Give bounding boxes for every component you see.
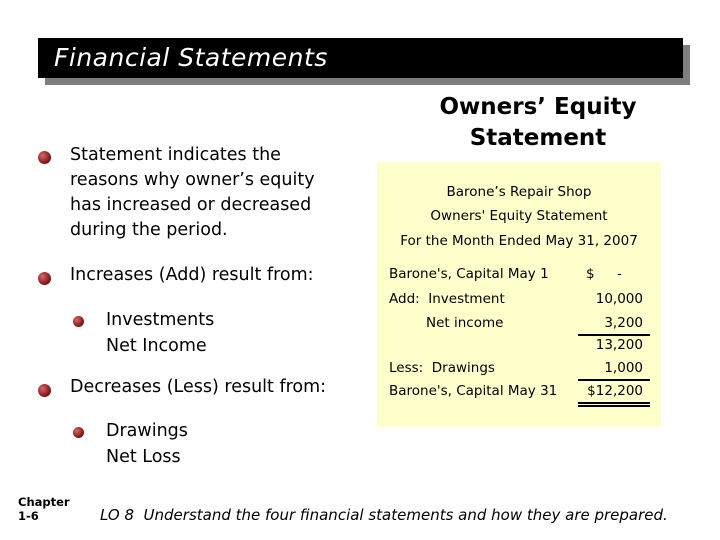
- statement-row-value: $12,200: [587, 383, 643, 399]
- increase-item-net-income: Net Income: [106, 336, 207, 356]
- statement-row-value: 3,200: [604, 315, 643, 331]
- statement-dollar-sign: $: [586, 266, 595, 282]
- subtotal-underline: [578, 334, 650, 336]
- total-underline-2: [578, 405, 650, 407]
- bullet-icon: [38, 384, 51, 397]
- bullet-statement-line-2: reasons why owner’s equity: [70, 170, 315, 190]
- statement-row-label: Barone's, Capital May 1: [389, 266, 549, 282]
- decrease-item-drawings: Drawings: [106, 421, 188, 441]
- statement-row-value: 1,000: [604, 360, 643, 376]
- statement-row-value: 13,200: [595, 337, 643, 353]
- bullet-statement-line-3: has increased or decreased: [70, 195, 312, 215]
- bullet-icon: [38, 272, 51, 285]
- sub-bullet-icon: [73, 316, 84, 327]
- bullet-statement-line-4: during the period.: [70, 220, 228, 240]
- statement-row-label: Net income: [426, 315, 504, 331]
- statement-period: For the Month Ended May 31, 2007: [400, 233, 638, 249]
- total-underline-1: [578, 402, 650, 404]
- statement-row-label: Less: Drawings: [389, 360, 495, 376]
- learning-objective: LO 8 Understand the four financial statements and how they are prepared.: [100, 506, 668, 524]
- bullet-statement-line-1: Statement indicates the: [70, 145, 281, 165]
- title-bar: [38, 38, 683, 78]
- statement-name: Owners' Equity Statement: [430, 208, 608, 224]
- chapter-label-line-1: Chapter: [18, 495, 70, 509]
- chapter-label: [18, 495, 70, 523]
- statement-heading: [418, 92, 658, 154]
- statement-row-value: 10,000: [595, 291, 643, 307]
- bullet-increases: Increases (Add) result from:: [70, 265, 314, 285]
- statement-row-label: Add: Investment: [389, 291, 505, 307]
- bullet-decreases: Decreases (Less) result from:: [70, 377, 327, 397]
- statement-heading-line-2: Statement: [469, 125, 607, 151]
- slide-title: Financial Statements: [54, 43, 328, 72]
- statement-company: Barone’s Repair Shop: [446, 184, 592, 200]
- decrease-item-net-loss: Net Loss: [106, 447, 181, 467]
- bullet-icon: [38, 151, 51, 164]
- sub-bullet-icon: [73, 427, 84, 438]
- chapter-label-line-2: 1-6: [18, 509, 39, 523]
- less-underline: [578, 379, 650, 381]
- statement-heading-line-1: Owners’ Equity: [439, 94, 637, 120]
- statement-row-value: -: [617, 266, 622, 282]
- statement-row-label: Barone's, Capital May 31: [389, 383, 558, 399]
- increase-item-investments: Investments: [106, 310, 215, 330]
